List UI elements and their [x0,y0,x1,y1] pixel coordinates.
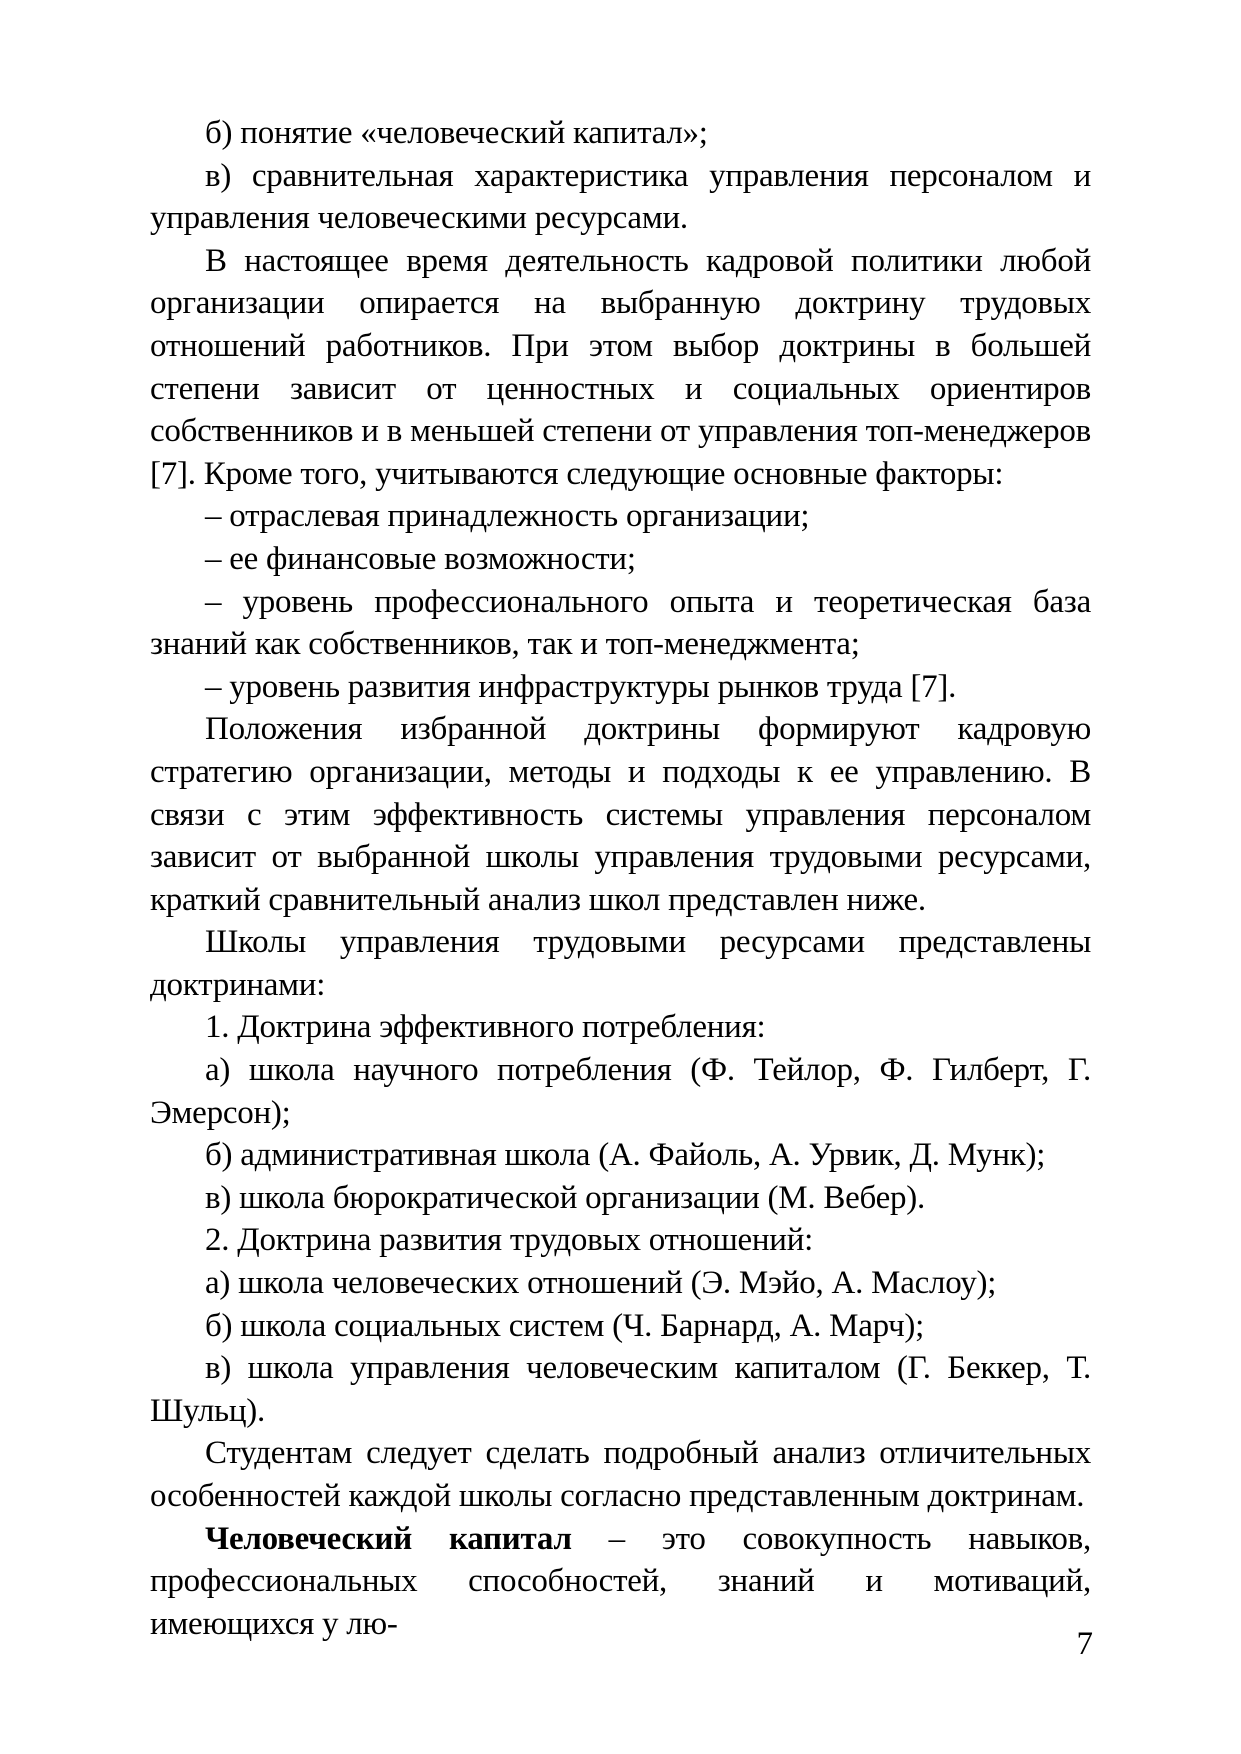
doctrine-2-heading: 2. Доктрина развития трудовых отношений: [205,1222,814,1259]
paragraph-schools-intro: Школы управления трудовыми ресурсами представлены доктринами: [150,924,1091,1003]
doctrine-2-item-a: а) школа человеческих отношений (Э. Мэйо, А. Маслоу); [205,1265,997,1302]
factor-item-experience: – уровень профессионального опыта и теоретическая база знаний как собственников, так и топ-менеджмента; [150,583,1091,663]
list-item-v-sravnitelnaya: в) сравнительная характеристика управления персоналом и управления человеческими ресурсами. [150,157,1091,237]
term-human-capital: Человеческий капитал [205,1520,572,1557]
paragraph-doctrine-provisions: Положения избранной доктрины формируют кадровую стратегию организации, методы и подходы к ее управлению. В связи с этим эффективность системы управления персоналом зависит от выбранной школы управления трудовыми ресурсами, краткий сравнительный анализ школ представлен ниже. [150,711,1091,918]
factor-item-finance: – ее финансовые возможности; [205,540,636,577]
page-text-block [150,112,1091,1645]
paragraph-doctrine-intro: В настоящее время деятельность кадровой политики любой организации опирается на выбранную доктрину трудовых отношений работников. При этом выбор доктрины в большей степени зависит от ценностных и социальных ориентиров собственников и в меньшей степени от управления топ-менеджеров [7]. Кроме того, учитываются следующие основные факторы: [150,242,1091,492]
factor-item-infrastructure: – уровень развития инфраструктуры рынков труда [7]. [205,668,957,705]
doctrine-1-item-a: а) школа научного потребления (Ф. Тейлор, Ф. Гилберт, Г. Эмерсон); [150,1052,1091,1131]
doctrine-1-item-v: в) школа бюрократической организации (М. Вебер). [205,1179,925,1216]
paragraph-human-capital-definition [150,1518,1091,1646]
page-number: 7 [1076,1626,1093,1662]
paragraph-students-task: Студентам следует сделать подробный анализ отличительных особенностей каждой школы согласно представленным доктринам. [150,1435,1091,1514]
factor-item-industry: – отраслевая принадлежность организации; [205,498,810,535]
list-item-b-ponyatie: б) понятие «человеческий капитал»; [205,115,708,151]
doctrine-1-heading: 1. Доктрина эффективного потребления: [205,1009,766,1046]
doctrine-2-item-v: в) школа управления человеческим капиталом (Г. Беккер, Т. Шульц). [150,1350,1091,1429]
doctrine-2-item-b: б) школа социальных систем (Ч. Барнард, А. Марч); [205,1307,925,1344]
doctrine-1-item-b: б) административная школа (А. Файоль, А. Урвик, Д. Мунк); [205,1137,1046,1174]
human-capital-definition-text: – это совокупность навыков, профессиональных способностей, знаний и мотиваций, имеющихся у лю- [150,1520,1091,1642]
